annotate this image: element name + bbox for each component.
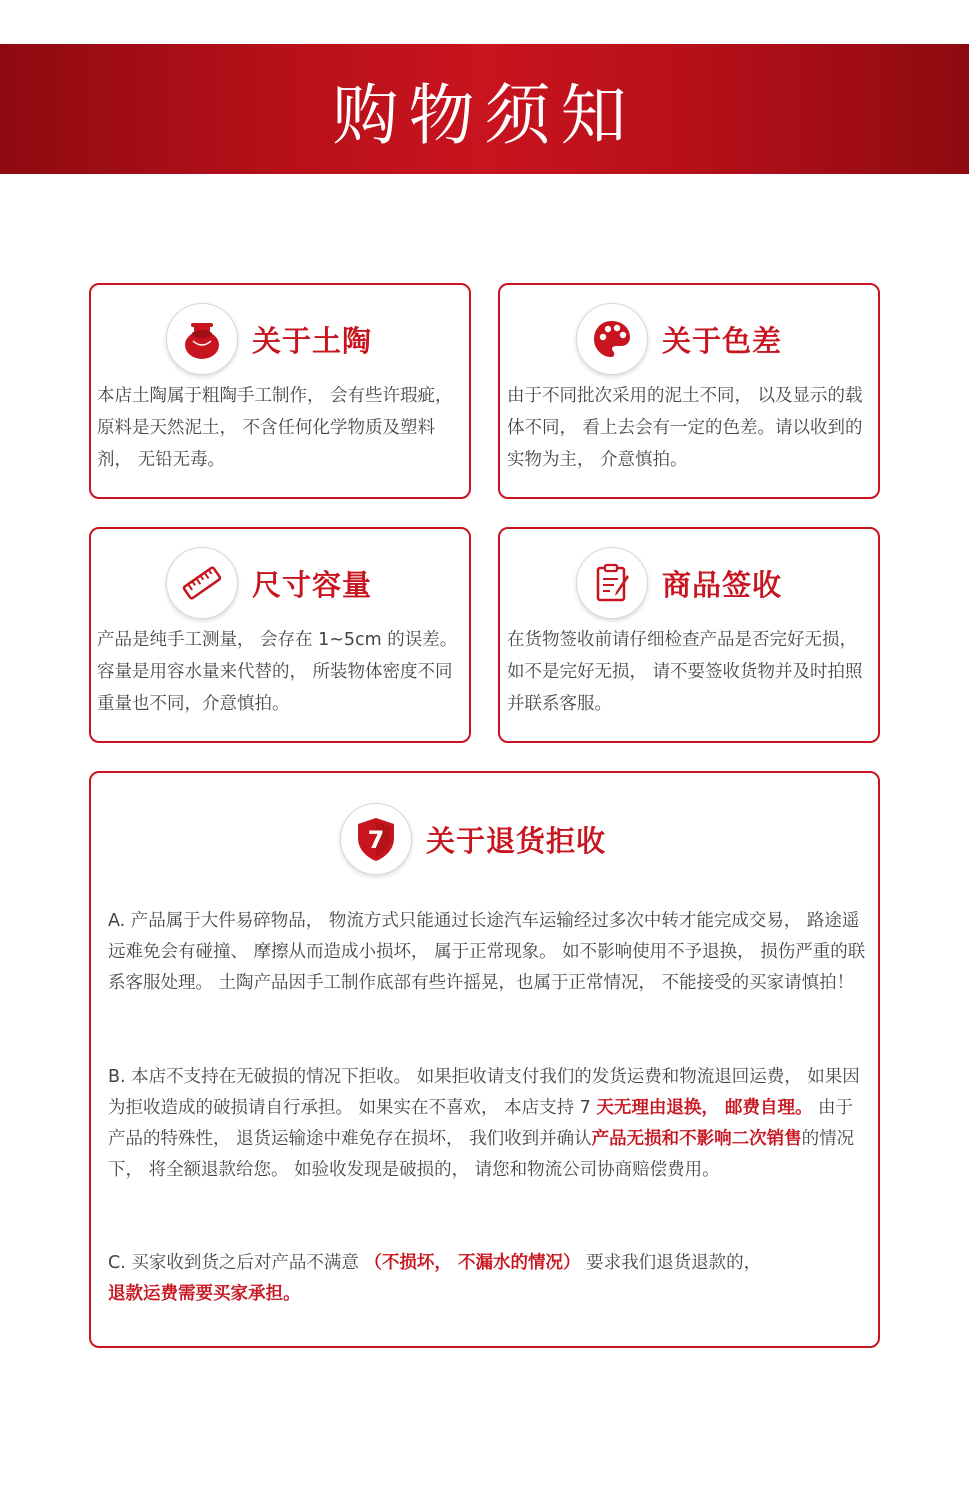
card-pottery-header [166,303,372,375]
card-text: 产品是纯手工测量， 会存在 1~5cm 的误差。 容量是用容水量来代替的， 所装物体密度不同重量也不同，介意慎拍。 [97,630,458,714]
para-b-text: B. 本店不支持在无破损的情况下拒收。 如果拒收请支付我们的发货运费和物流退回运费， 如果因为拒收造成的破损请自行承担。 如果实在不喜欢， 本店支持 7 [108,1067,860,1118]
para-b-highlight: 天无理由退换， 邮费自理。 [596,1098,813,1118]
card-receipt-header [576,547,782,619]
returns-para-b [108,1062,868,1186]
para-c-text: 要求我们退货退款的， [580,1253,762,1273]
header-banner [0,44,969,174]
returns-para-a [108,906,868,999]
para-b-text: 的情况下， 将全额退款给您。 如验收发现是破损的， 请您和物流公司协商赔偿费用。 [108,1129,855,1180]
card-title: 关于土陶 [252,323,373,358]
card-size-header [166,547,372,619]
card-title: 尺寸容量 [252,567,373,602]
clipboard-icon [576,547,648,619]
para-a-text: A. 产品属于大件易碎物品， 物流方式只能通过长途汽车运输经过多次中转才能完成交易， 路途遥远难免会有碰撞、 摩擦从而造成小损坏， 属于正常现象。 如不影响使用不予退换， 损伤严重的联系客服处理。 土陶产品因手工制作底部有些许摇晃，也属于正常情况， 不能接受的买家请慎拍！ [108,911,866,993]
card-text: 本店土陶属于粗陶手工制作， 会有些许瑕疵， 原料是天然泥土， 不含任何化学物质及塑料剂， 无铅无毒。 [97,386,453,470]
para-c-text: C. 买家收到货之后对产品不满意 [108,1253,365,1273]
returns-para-c [108,1248,868,1310]
para-b-text: 由于产品的特殊性， 退货运输途中难免存在损坏， 我们收到并确认 [108,1098,854,1149]
pottery-icon [166,303,238,375]
page-title: 购物须知 [332,76,637,154]
shield-7-icon [340,803,412,875]
card-title: 商品签收 [662,567,783,602]
ruler-icon [166,547,238,619]
para-b-highlight: 产品无损和不影响二次销售 [591,1129,802,1149]
card-title: 关于色差 [662,323,783,358]
para-c-highlight: （不损坏， 不漏水的情况） [364,1253,581,1273]
shield-badge-number: 7 [367,826,385,854]
card-title: 关于退货拒收 [426,823,607,858]
card-text: 由于不同批次采用的泥土不同， 以及显示的载体不同， 看上去会有一定的色差。请以收到的实物为主， 介意慎拍。 [507,386,863,470]
card-color-header [576,303,782,375]
para-c-highlight: 退款运费需要买家承担。 [108,1284,301,1304]
card-text: 在货物签收前请仔细检查产品是否完好无损， 如不是完好无损， 请不要签收货物并及时拍照并联系客服。 [507,630,863,714]
palette-icon [576,303,648,375]
card-returns-header [340,803,606,875]
